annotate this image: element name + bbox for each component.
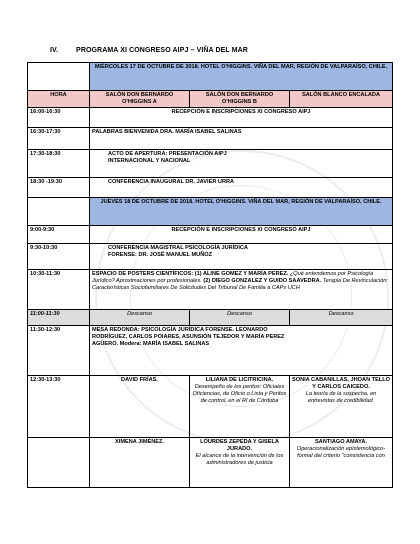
break-cell-c: Descanso xyxy=(290,310,393,326)
time-cell: 16:00-16:30 xyxy=(28,108,90,128)
table-row xyxy=(28,178,393,198)
section-heading xyxy=(50,47,248,54)
table-row xyxy=(28,376,393,438)
time-cell: 17:30-18:30 xyxy=(28,150,90,178)
poster-2-title: Terapia De Revinculación: Características Sociofamiliares De Solicitudes Del Tribunal De Familia a CAPs UCH xyxy=(92,278,388,291)
session-cell: ACTO DE APERTURA: PRESENTACIÓN AIPJ INTERNACIONAL Y NACIONAL xyxy=(90,150,393,178)
day2-title: JUEVES 18 DE OCTUBRE DE 2018. HOTEL O'HIGGINS. VIÑA DEL MAR, REGIÓN DE VALPARAÍSO, CHILE. xyxy=(90,198,393,226)
talk-cell-c xyxy=(290,376,393,438)
columns-row xyxy=(28,91,393,108)
talk-title: El alcance de la intervención de los administradores de justicia xyxy=(195,453,284,466)
table-row xyxy=(28,150,393,178)
time-cell: 18:30 -19:30 xyxy=(28,178,90,198)
section-title: PROGRAMA XI CONGRESO AIPJ – VIÑA DEL MAR xyxy=(76,47,248,54)
talk-title: La teoría de la sospecha, en entrevistas de credibilidad. xyxy=(305,391,377,404)
speaker-name: SANTIAGO AMAYA. xyxy=(315,439,367,445)
program-table xyxy=(27,62,393,488)
time-cell: 9:30-10:30 xyxy=(28,244,90,270)
time-cell: 11:30-12:30 xyxy=(28,326,90,376)
time-cell: 16:30-17:30 xyxy=(28,128,90,150)
day1-header-row xyxy=(28,63,393,91)
table-row xyxy=(28,310,393,326)
table-row xyxy=(28,244,393,270)
day1-title: MIÉRCOLES 17 DE OCTUBRE DE 2018. HOTEL O'HIGGINS. VIÑA DEL MAR, REGIÓN DE VALPARAÍSO, CHILE. xyxy=(90,63,393,91)
session-text: PALABRAS BIENVENIDA DRA. MARÍA ISABEL SALINAS xyxy=(92,129,242,135)
talk-cell-a xyxy=(90,376,190,438)
poster-1-authors: ESPACIO DE POSTERS CIENTÍFICOS: (1) ALINE GOMEZ Y MARÍA PEREZ. xyxy=(92,271,289,277)
talk-cell-b xyxy=(190,376,290,438)
table-row xyxy=(28,226,393,244)
time-cell xyxy=(28,438,90,488)
time-cell: 10:30-11:30 xyxy=(28,270,90,310)
speaker-name: LOURDES ZEPEDA Y GISELA JURADO. xyxy=(200,439,279,452)
table-row xyxy=(28,128,393,150)
speaker-name: LILIANA DE LICITRICINA. xyxy=(205,377,274,383)
session-cell xyxy=(90,128,393,150)
poster-2-authors: (2) DIEGO GONZALEZ Y GUIDO SAAVEDRA. xyxy=(203,278,322,284)
talk-title: Operacionalización epistemológico-formal del criterio "consistencia con xyxy=(296,446,386,459)
speaker-name: SONIA CABANILLAS, JHOAN TELLO Y CARLOS CAICEDO. xyxy=(292,377,390,390)
session-cell: RECEPCIÓN E INSCRIPCIONES XI CONGRESO AIPJ xyxy=(90,226,393,244)
speaker-name: DAVID FRÍAS. xyxy=(121,377,158,383)
talk-cell-b xyxy=(190,438,290,488)
table-row xyxy=(28,326,393,376)
col-salon-a: SALÓN DON BERNARDO O'HIGGINS A xyxy=(90,91,190,108)
speaker-name: XIMENA JIMÉNEZ. xyxy=(115,439,164,445)
time-cell: 9:00-9:30 xyxy=(28,226,90,244)
posters-cell xyxy=(90,270,393,310)
session-cell: CONFERENCIA MAGISTRAL PSICOLOGÍA JURÍDICA FORENSE: DR. JOSÉ MANUEL MUÑOZ xyxy=(90,244,393,270)
day2-header-row xyxy=(28,198,393,226)
col-salon-blanco: SALÓN BLANCO ENCALADA xyxy=(290,91,393,108)
section-number: IV. xyxy=(50,47,59,54)
session-cell: MESA REDONDA: PSICOLOGÍA JURÍDICA FORENSE. LEONARDO RODRÍGUEZ, CARLOS POIARES, ASUNSIÓN TEJEDOR Y MARÍA PEREZ AGÜERO. Modera: MARÍA ISABEL SALINAS xyxy=(90,326,393,376)
talk-title: Desempeño de los peritos: Oficiales Oficiencias, de Oficio o Lista y Peritos de control, en el RI de Córdoba xyxy=(192,384,287,404)
break-cell-a: Descanso xyxy=(90,310,190,326)
session-cell: CONFERENCIA INAUGURAL DR. JAVIER URRA xyxy=(90,178,393,198)
talk-cell-c xyxy=(290,438,393,488)
table-row xyxy=(28,270,393,310)
talk-cell-a xyxy=(90,438,190,488)
col-salon-b: SALÓN DON BERNARDO O'HIGGINS B xyxy=(190,91,290,108)
poster-1-title: ¿Qué entendemos por Psicología Jurídico? Aproximaciones por profesionales. xyxy=(92,271,374,284)
session-cell: RECEPCIÓN E INSCRIPCIONES XI CONGRESO AIPJ xyxy=(90,108,393,128)
time-cell: 12:30-13:30 xyxy=(28,376,90,438)
table-row xyxy=(28,108,393,128)
col-hora: HORA xyxy=(28,91,90,108)
table-row xyxy=(28,438,393,488)
time-cell: 11:00-11:30 xyxy=(28,310,90,326)
break-cell-b: Descanso xyxy=(190,310,290,326)
